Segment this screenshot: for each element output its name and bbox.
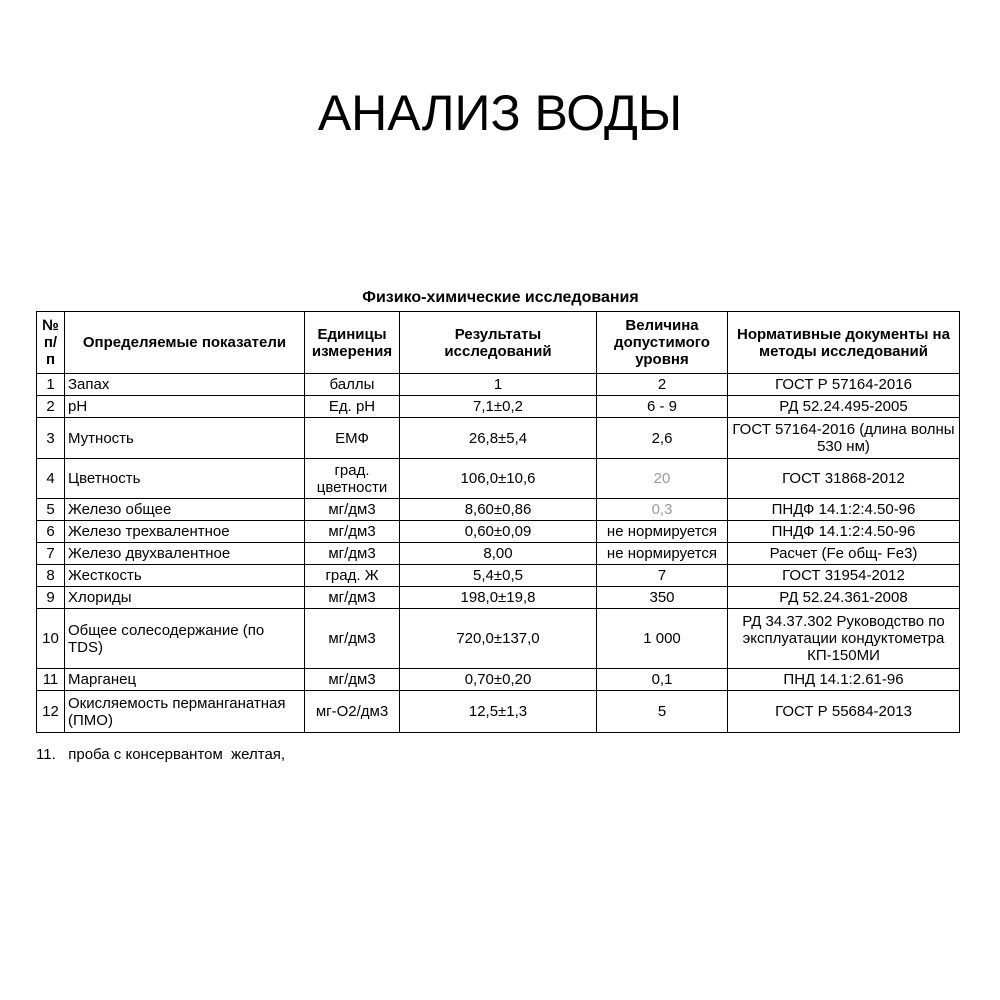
table-row bbox=[37, 587, 960, 609]
row-limit: 350 bbox=[597, 587, 728, 609]
row-doc: РД 34.37.302 Руководство по эксплуатации кондуктометра КП-150МИ bbox=[728, 609, 960, 669]
row-limit: 7 bbox=[597, 565, 728, 587]
row-units: мг/дм3 bbox=[305, 609, 400, 669]
footnote: 11. проба с консервантом желтая, bbox=[36, 746, 286, 763]
header-limit: Величина допустимого уровня bbox=[597, 312, 728, 374]
row-doc: ПНДФ 14.1:2:4.50-96 bbox=[728, 499, 960, 521]
row-result: 0,60±0,09 bbox=[400, 521, 597, 543]
results-table bbox=[36, 311, 960, 733]
row-result: 5,4±0,5 bbox=[400, 565, 597, 587]
row-num: 3 bbox=[37, 418, 65, 459]
page-title: АНАЛИЗ ВОДЫ bbox=[317, 85, 683, 141]
row-num: 11 bbox=[37, 669, 65, 691]
row-indicator: Запах bbox=[65, 374, 305, 396]
row-doc: Расчет (Fe общ- Fe3) bbox=[728, 543, 960, 565]
row-indicator: Железо трехвалентное bbox=[65, 521, 305, 543]
table-row bbox=[37, 374, 960, 396]
header-num: № п/п bbox=[37, 312, 65, 374]
row-indicator: Железо двухвалентное bbox=[65, 543, 305, 565]
row-doc: ГОСТ Р 55684-2013 bbox=[728, 691, 960, 733]
row-limit: 0,3 bbox=[597, 499, 728, 521]
row-num: 1 bbox=[37, 374, 65, 396]
row-result: 7,1±0,2 bbox=[400, 396, 597, 418]
row-limit: 2 bbox=[597, 374, 728, 396]
header-indicator: Определяемые показатели bbox=[65, 312, 305, 374]
row-units: баллы bbox=[305, 374, 400, 396]
row-result: 8,00 bbox=[400, 543, 597, 565]
row-units: ЕМФ bbox=[305, 418, 400, 459]
row-num: 8 bbox=[37, 565, 65, 587]
row-result: 106,0±10,6 bbox=[400, 459, 597, 499]
row-result: 198,0±19,8 bbox=[400, 587, 597, 609]
table-row bbox=[37, 521, 960, 543]
header-docs: Нормативные документы на методы исследований bbox=[728, 312, 960, 374]
row-result: 1 bbox=[400, 374, 597, 396]
row-limit: не нормируется bbox=[597, 543, 728, 565]
row-indicator: Цветность bbox=[65, 459, 305, 499]
row-units: мг-О2/дм3 bbox=[305, 691, 400, 733]
row-result: 26,8±5,4 bbox=[400, 418, 597, 459]
row-indicator: Хлориды bbox=[65, 587, 305, 609]
row-indicator: Окисляемость перманганатная (ПМО) bbox=[65, 691, 305, 733]
row-num: 10 bbox=[37, 609, 65, 669]
row-limit: 6 - 9 bbox=[597, 396, 728, 418]
row-units: град. Ж bbox=[305, 565, 400, 587]
row-result: 0,70±0,20 bbox=[400, 669, 597, 691]
row-num: 6 bbox=[37, 521, 65, 543]
header-results: Результаты исследований bbox=[400, 312, 597, 374]
row-result: 8,60±0,86 bbox=[400, 499, 597, 521]
table-row bbox=[37, 691, 960, 733]
table-row bbox=[37, 396, 960, 418]
table-row bbox=[37, 418, 960, 459]
row-limit: 0,1 bbox=[597, 669, 728, 691]
row-indicator: Железо общее bbox=[65, 499, 305, 521]
row-units: мг/дм3 bbox=[305, 669, 400, 691]
row-doc: ГОСТ 31954-2012 bbox=[728, 565, 960, 587]
row-num: 2 bbox=[37, 396, 65, 418]
row-limit: 1 000 bbox=[597, 609, 728, 669]
row-units: мг/дм3 bbox=[305, 499, 400, 521]
row-indicator: pH bbox=[65, 396, 305, 418]
row-result: 12,5±1,3 bbox=[400, 691, 597, 733]
table-row bbox=[37, 669, 960, 691]
row-doc: ГОСТ 57164-2016 (длина волны 530 нм) bbox=[728, 418, 960, 459]
row-doc: РД 52.24.361-2008 bbox=[728, 587, 960, 609]
row-num: 12 bbox=[37, 691, 65, 733]
row-indicator: Мутность bbox=[65, 418, 305, 459]
row-doc: РД 52.24.495-2005 bbox=[728, 396, 960, 418]
table-row bbox=[37, 499, 960, 521]
table-row bbox=[37, 459, 960, 499]
table-row bbox=[37, 543, 960, 565]
row-doc: ПНД 14.1:2.61-96 bbox=[728, 669, 960, 691]
row-limit: не нормируется bbox=[597, 521, 728, 543]
row-limit: 2,6 bbox=[597, 418, 728, 459]
row-doc: ГОСТ Р 57164-2016 bbox=[728, 374, 960, 396]
row-units: град. цветности bbox=[305, 459, 400, 499]
row-units: мг/дм3 bbox=[305, 587, 400, 609]
table-caption: Физико-химические исследования bbox=[362, 289, 639, 306]
row-units: мг/дм3 bbox=[305, 543, 400, 565]
row-indicator: Марганец bbox=[65, 669, 305, 691]
table-row bbox=[37, 609, 960, 669]
row-num: 7 bbox=[37, 543, 65, 565]
row-doc: ГОСТ 31868-2012 bbox=[728, 459, 960, 499]
row-units: Ед. pH bbox=[305, 396, 400, 418]
header-units: Единицы измерения bbox=[305, 312, 400, 374]
table-row bbox=[37, 565, 960, 587]
row-num: 5 bbox=[37, 499, 65, 521]
row-indicator: Общее солесодержание (по TDS) bbox=[65, 609, 305, 669]
row-indicator: Жесткость bbox=[65, 565, 305, 587]
row-num: 4 bbox=[37, 459, 65, 499]
row-num: 9 bbox=[37, 587, 65, 609]
row-limit: 20 bbox=[597, 459, 728, 499]
table-header-row bbox=[37, 312, 960, 374]
row-limit: 5 bbox=[597, 691, 728, 733]
row-result: 720,0±137,0 bbox=[400, 609, 597, 669]
row-units: мг/дм3 bbox=[305, 521, 400, 543]
row-doc: ПНДФ 14.1:2:4.50-96 bbox=[728, 521, 960, 543]
